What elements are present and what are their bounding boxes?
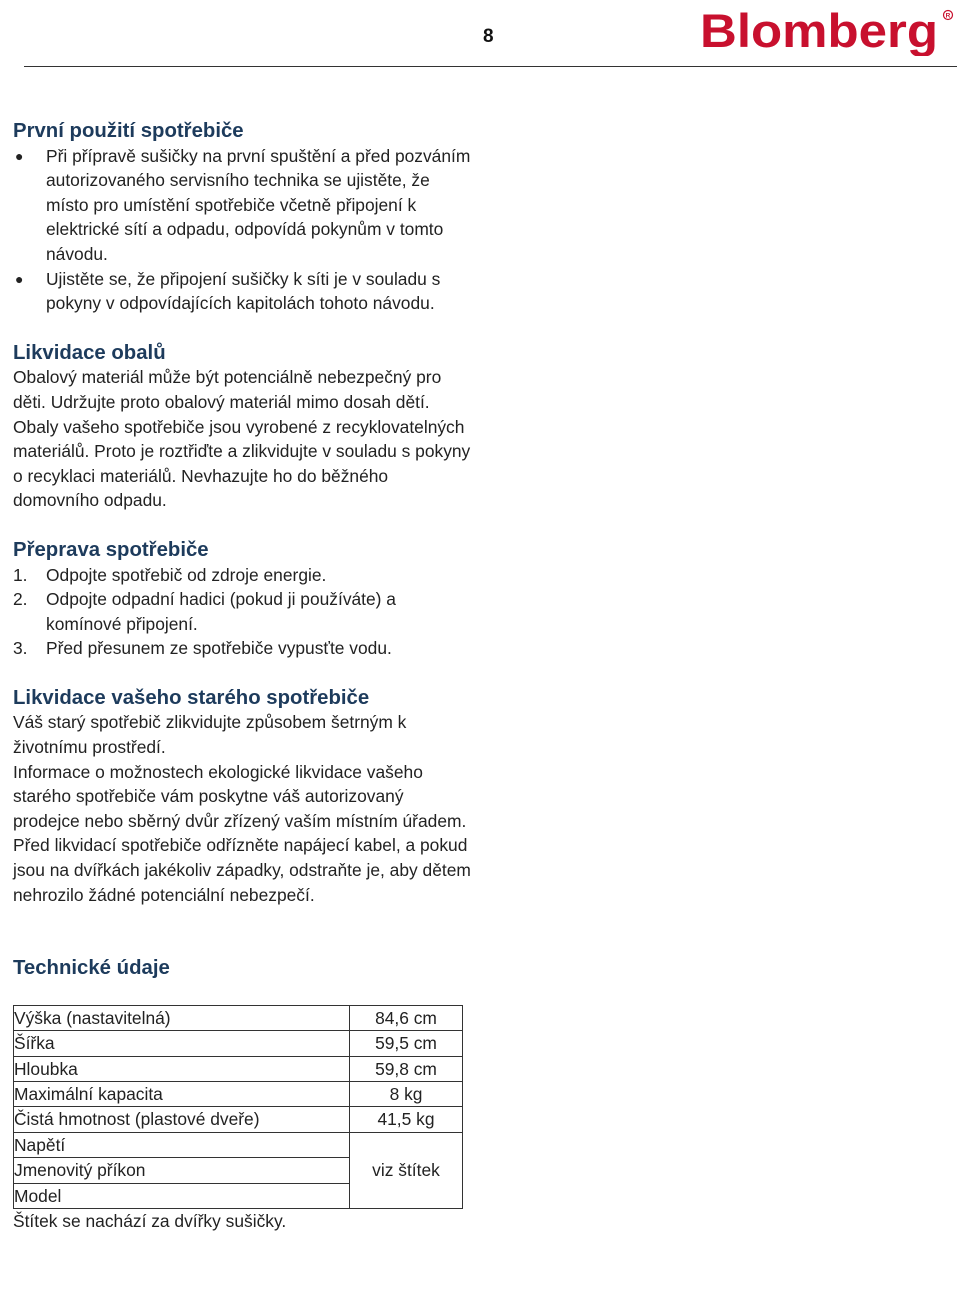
table-row [14, 1056, 463, 1081]
spec-value: 59,5 cm [350, 1031, 463, 1056]
table-row [14, 1005, 463, 1030]
bullet-icon: ● [15, 270, 24, 287]
blomberg-logo-graphic [698, 6, 956, 56]
svg-text:R: R [945, 12, 951, 20]
spec-label: Hloubka [14, 1056, 350, 1081]
spec-merged-value: viz štítek [350, 1132, 463, 1208]
spec-label: Šířka [14, 1031, 350, 1056]
disposal-paragraph: Váš starý spotřebič zlikvidujte způsobem šetrným k životnímu prostředí. [13, 712, 407, 758]
header-divider [24, 66, 957, 67]
svg-text:Blomberg: Blomberg [700, 6, 938, 56]
transport-heading: Přeprava spotřebiče [13, 538, 209, 561]
disposal-paragraph: Informace o možnostech ekologické likvidace vašeho starého spotřebiče vám poskytne váš autorizovaný prodejce nebo sběrný dvůr zřízený vaším místním úřadem. [13, 761, 467, 831]
page-content [13, 119, 473, 1234]
disposal-heading: Likvidace vašeho starého spotřebiče [13, 686, 370, 709]
list-item: 3. Před přesunem ze spotřebiče vypusťte vodu. [13, 638, 392, 659]
spec-value: 59,8 cm [350, 1056, 463, 1081]
spec-label: Maximální kapacita [14, 1082, 350, 1107]
specs-table [13, 1005, 463, 1209]
specs-note: Štítek se nachází za dvířky sušičky. [13, 1211, 287, 1232]
spec-value: 84,6 cm [350, 1005, 463, 1030]
transport-steps [13, 563, 473, 661]
first-use-heading: První použití spotřebiče [13, 120, 244, 142]
list-item: 1. Odpojte spotřebič od zdroje energie. [13, 564, 327, 585]
disposal-paragraph: Před likvidací spotřebiče odřízněte napájecí kabel, a pokud jsou na dvířkách jakékoliv západky, odstraňte je, aby dětem nehrozilo žádné potenciální nebezpečí. [13, 835, 471, 905]
specs-heading: Technické údaje [13, 957, 170, 980]
list-item: ● Při přípravě sušičky na první spuštění a před pozváním autorizovaného servisního technika se ujistěte, že místo pro umístění spotřebiče včetně připojení k elektrické sítí a odpadu, odpovídá pokynům v tomto návodu. [15, 145, 471, 264]
spec-label: Jmenovitý příkon [14, 1158, 350, 1183]
table-row [14, 1107, 463, 1132]
first-use-list [13, 144, 473, 316]
list-item: ● Ujistěte se, že připojení sušičky k síti je v souladu s pokyny v odpovídajících kapitolách tohoto návodu. [15, 268, 441, 314]
packaging-text: Obalový materiál může být potenciálně nebezpečný pro děti. Udržujte proto obalový materiál mimo dosah dětí. Obaly vašeho spotřebiče jsou vyrobené z recyklovatelných materiálů. Proto je roztřiďte a zlikvidujte v souladu s pokyny o recyklaci materiálů. Nevhazujte ho do běžného domovního odpadu. [13, 367, 471, 511]
spec-value: 41,5 kg [350, 1107, 463, 1132]
spec-label: Model [14, 1183, 350, 1208]
spec-label: Výška (nastavitelná) [14, 1005, 350, 1030]
spec-value: 8 kg [350, 1082, 463, 1107]
bullet-icon: ● [15, 147, 24, 164]
spec-label: Napětí [14, 1132, 350, 1157]
page-number: 8 [483, 26, 494, 47]
table-row [14, 1132, 463, 1157]
table-row [14, 1082, 463, 1107]
list-item: 2. Odpojte odpadní hadici (pokud ji používáte) a komínové připojení. [13, 589, 396, 634]
table-row [14, 1031, 463, 1056]
blomberg-logo [698, 6, 956, 56]
spec-label: Čistá hmotnost (plastové dveře) [14, 1107, 350, 1132]
packaging-heading: Likvidace obalů [13, 341, 166, 364]
